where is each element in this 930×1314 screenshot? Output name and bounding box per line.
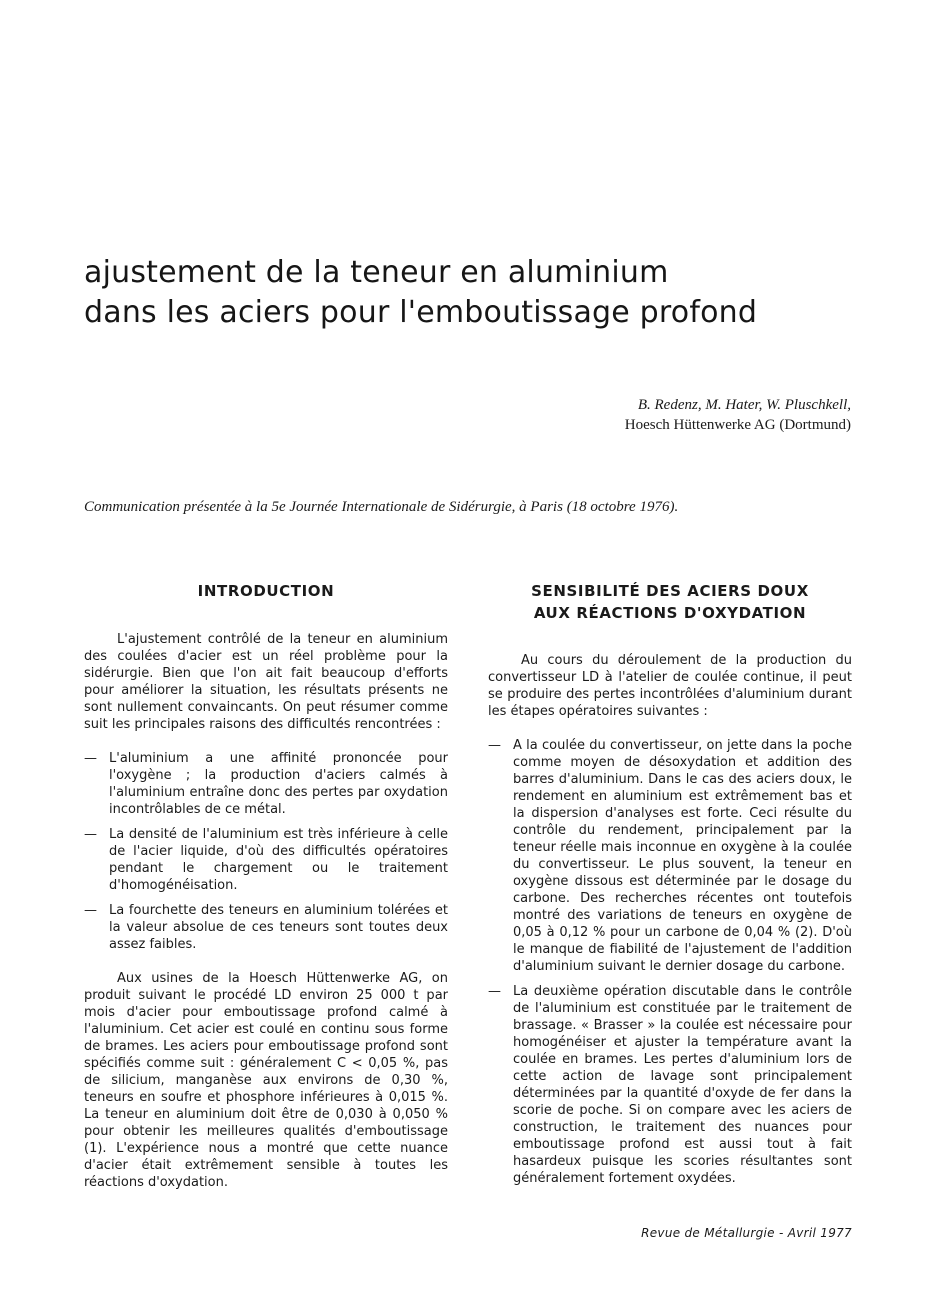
page-footer: Revue de Métallurgie - Avril 1977: [641, 1226, 852, 1240]
list-item: — La densité de l'aluminium est très inférieure à celle de l'acier liquide, d'où des difficultés opératoires pendant le chargement ou le traitement d'homogénéisation.: [84, 826, 448, 894]
left-column: [84, 580, 448, 1191]
heading-line-1: SENSIBILITÉ DES ACIERS DOUX: [531, 582, 809, 600]
right-column: [488, 580, 852, 1195]
heading-line-2: AUX RÉACTIONS D'OXYDATION: [533, 604, 807, 622]
list-item: — L'aluminium a une affinité prononcée pour l'oxygène ; la production d'aciers calmés à l'aluminium entraîne donc des pertes par oxydation incontrôlables de ce métal.: [84, 750, 448, 818]
communication-note: Communication présentée à la 5e Journée Internationale de Sidérurgie, à Paris (18 octobre 1976).: [84, 499, 679, 515]
authors-block: [625, 395, 851, 435]
list-item: — A la coulée du convertisseur, on jette dans la poche comme moyen de désoxydation et addition des barres d'aluminium. Dans le cas des aciers doux, le rendement en aluminium est extrêmement bas et la dispersion d'analyses est forte. Ceci résulte du contrôle du rendement, principalement par la teneur réelle mais inconnue en oxygène à la coulée du convertisseur. Le plus souvent, la teneur en oxygène dissous est déterminée par le dosage du carbone. Des recherches récentes ont toutefois montré des variations de teneurs en oxygène de 0,05 à 0,12 % pour un carbone de 0,04 % (2). D'où le manque de fiabilité de l'ajustement de l'addition d'aluminium suivant le dernier dosage du carbone.: [488, 737, 852, 975]
article-title: [84, 253, 884, 333]
title-line-2: dans les aciers pour l'emboutissage profond: [84, 295, 758, 330]
section-heading-introduction: INTRODUCTION: [197, 582, 335, 600]
list-item: — La deuxième opération discutable dans le contrôle de l'aluminium est constituée par le traitement de brassage. « Brasser » la coulée est nécessaire pour homogénéiser et ajuster la température avant la coulée en brames. Les pertes d'aluminium lors de cette action de lavage sont principalement déterminées par la quantité d'oxyde de fer dans la scorie de poche. Si on compare avec les aciers de construction, le traitement des nuances pour emboutissage profond est aussi tout à fait hasardeux puisque les scories résultantes sont généralement fortement oxydées.: [488, 983, 852, 1187]
operations-list: [488, 737, 852, 1187]
difficulties-list: [84, 750, 448, 953]
intro-paragraph: L'ajustement contrôlé de la teneur en aluminium des coulées d'acier est un réel problème pour la sidérurgie. Bien que l'on ait fait beaucoup d'efforts pour améliorer la situation, les résultats présents ne sont nullement convaincants. On peut résumer comme suit les principales raisons des difficultés rencontrées :: [84, 632, 448, 732]
author-names: B. Redenz, M. Hater, W. Pluschkell,: [637, 397, 851, 413]
section-heading-sensibilite: [488, 580, 852, 624]
author-affiliation: Hoesch Hüttenwerke AG (Dortmund): [624, 417, 851, 433]
title-line-1: ajustement de la teneur en aluminium: [84, 255, 669, 290]
list-item: — La fourchette des teneurs en aluminium tolérées et la valeur absolue de ces teneurs sont toutes deux assez faibles.: [84, 902, 448, 953]
sensibilite-intro-paragraph: Au cours du déroulement de la production du convertisseur LD à l'atelier de coulée continue, il peut se produire des pertes incontrôlées d'aluminium durant les étapes opératoires suivantes :: [488, 653, 852, 719]
production-paragraph: Aux usines de la Hoesch Hüttenwerke AG, on produit suivant le procédé LD environ 25 000 t par mois d'acier pour emboutissage profond calmé à l'aluminium. Cet acier est coulé en continu sous forme de brames. Les aciers pour emboutissage profond sont spécifiés comme suit : généralement C < 0,05 %, pas de silicium, manganèse aux environs de 0,30 %, teneurs en soufre et phosphore inférieures à 0,015 %. La teneur en aluminium doit être de 0,030 à 0,050 % pour obtenir les meilleures qualités d'emboutissage (1). L'expérience nous a montré que cette nuance d'acier était extrêmement sensible à toutes les réactions d'oxydation.: [84, 971, 448, 1190]
